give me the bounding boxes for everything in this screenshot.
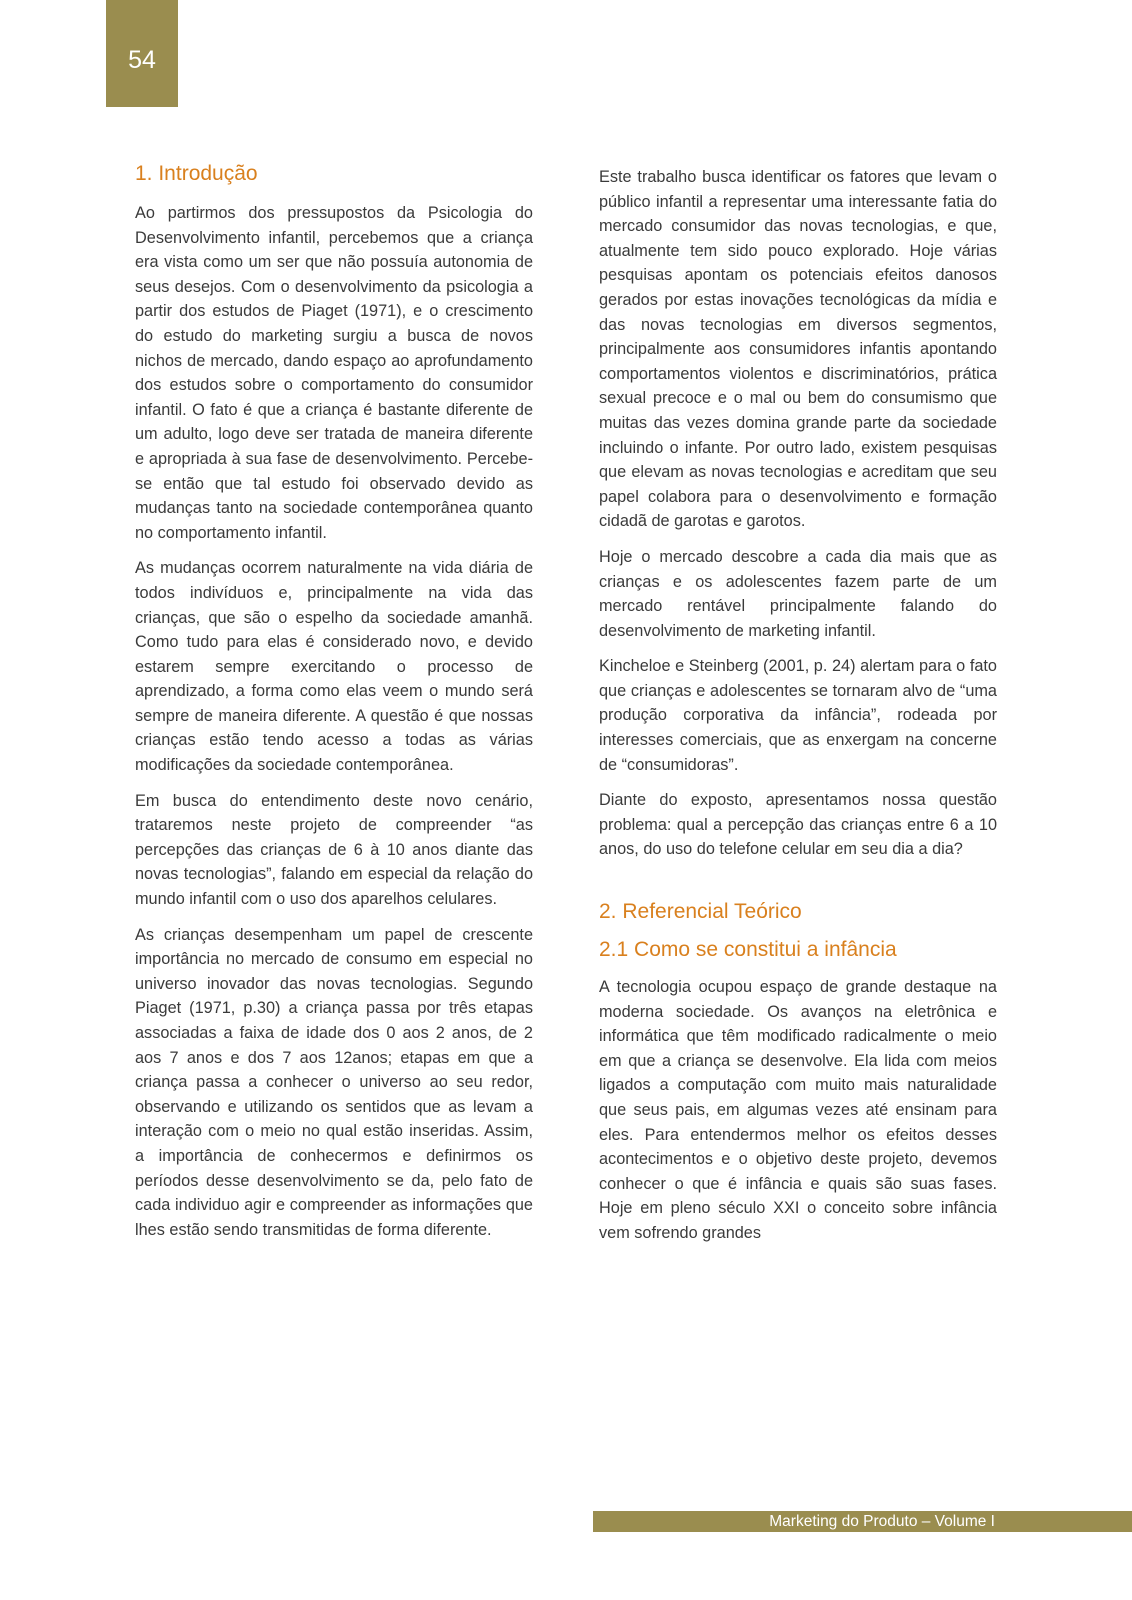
paragraph: Em busca do entendimento deste novo cenário, trataremos neste projeto de compreender “as percepções das crianças de 6 à 10 anos diante das novas tecnologias”, falando em especial da relação do mundo infantil com o uso dos aparelhos celulares.	[135, 791, 533, 909]
paragraph: Este trabalho busca identificar os fatores que levam o público infantil a representar uma interessante fatia do mercado consumidor das novas tecnologias, e que, atualmente tem sido pouco explorado. Hoje várias pesquisas apontam os potenciais efeitos danosos gerados por estas inovações tecnológicas da mídia e das novas tecnologias em diversos segmentos, principalmente aos consumidores infantis apontando comportamentos violentos e discriminatórios, prática sexual precoce e o mal ou bem do consumismo que muitas das vezes domina grande parte da sociedade incluindo o infante. Por outro lado, existem pesquisas que elevam as novas tecnologias e acreditam que seu papel colabora para o desenvolvimento e formação cidadã de garotas e garotos.	[599, 168, 997, 531]
footer-running-title: Marketing do Produto – Volume I	[593, 1511, 1132, 1532]
left-column	[135, 161, 533, 1253]
section-title-referencial: 2. Referencial Teórico	[599, 900, 802, 924]
subsection-title-infancia: 2.1 Como se constitui a infância	[599, 938, 897, 962]
paragraph: A tecnologia ocupou espaço de grande destaque na moderna sociedade. Os avanços na eletrônica e informática que têm modificado radicalmente o meio em que a criança se desenvolve. Ela lida com meios ligados a computação com muito mais naturalidade que seus pais, em algumas vezes até ensinam para eles. Para entendermos melhor os efeitos desses acontecimentos e o objetivo deste projeto, devemos conhecer o que é infância e quais são suas fases. Hoje em pleno século XXI o conceito sobre infância vem sofrendo grandes	[599, 978, 997, 1242]
paragraph: Kincheloe e Steinberg (2001, p. 24) alertam para o fato que crianças e adolescentes se tornaram alvo de “uma produção corporativa da infância”, rodeada por interesses comerciais, que as enxergam na concerne de “consumidoras”.	[599, 657, 997, 774]
paragraph: Ao partirmos dos pressupostos da Psicologia do Desenvolvimento infantil, percebemos que a criança era vista como um ser que não possuía autonomia de seus desejos. Com o desenvolvimento da psicologia a partir dos estudos de Piaget (1971), e o crescimento do estudo do marketing surgiu a busca de novos nichos de mercado, dando espaço ao aprofundamento dos estudos sobre o comportamento do consumidor infantil. O fato é que a criança é bastante diferente de um adulto, logo deve ser tratada de maneira diferente e apropriada à sua fase de desenvolvimento. Percebe-se então que tal estudo foi observado devido as mudanças tanto na sociedade contemporânea quanto no comportamento infantil.	[135, 204, 533, 542]
spacer	[599, 873, 997, 899]
paragraph: Diante do exposto, apresentamos nossa questão problema: qual a percepção das crianças entre 6 a 10 anos, do uso do telefone celular em seu dia a dia?	[599, 791, 997, 859]
paragraph: As mudanças ocorrem naturalmente na vida diária de todos indivíduos e, principalmente na vida das crianças, que são o espelho da sociedade amanhã. Como tudo para elas é considerado novo, e devido estarem sempre exercitando o processo de aprendizado, a forma como elas veem o mundo será sempre de maneira diferente. A questão é que nossas crianças estão tendo acesso a todas as várias modificações da sociedade contemporânea.	[135, 559, 533, 775]
section-title-introducao: 1. Introdução	[135, 162, 258, 185]
page-number: 54	[106, 0, 178, 107]
paragraph: As crianças desempenham um papel de crescente importância no mercado de consumo em especial no universo inovador das novas tecnologias. Segundo Piaget (1971, p.30) a criança passa por três etapas associadas a faixa de idade dos 0 aos 2 anos, de 2 aos 7 anos e dos 7 aos 12anos; etapas em que a criança passa a conhecer o universo ao seu redor, observando e utilizando os sentidos que as levam a interação com o meio no qual estão inseridas. Assim, a importância de conhecermos e definirmos os períodos desse desenvolvimento se da, pelo fato de cada individuo agir e compreender as informações que lhes estão sendo transmitidas de forma diferente.	[135, 925, 533, 1239]
right-column	[599, 165, 997, 1257]
paragraph: Hoje o mercado descobre a cada dia mais que as crianças e os adolescentes fazem parte de um mercado rentável principalmente falando do desenvolvimento de marketing infantil.	[599, 547, 997, 640]
